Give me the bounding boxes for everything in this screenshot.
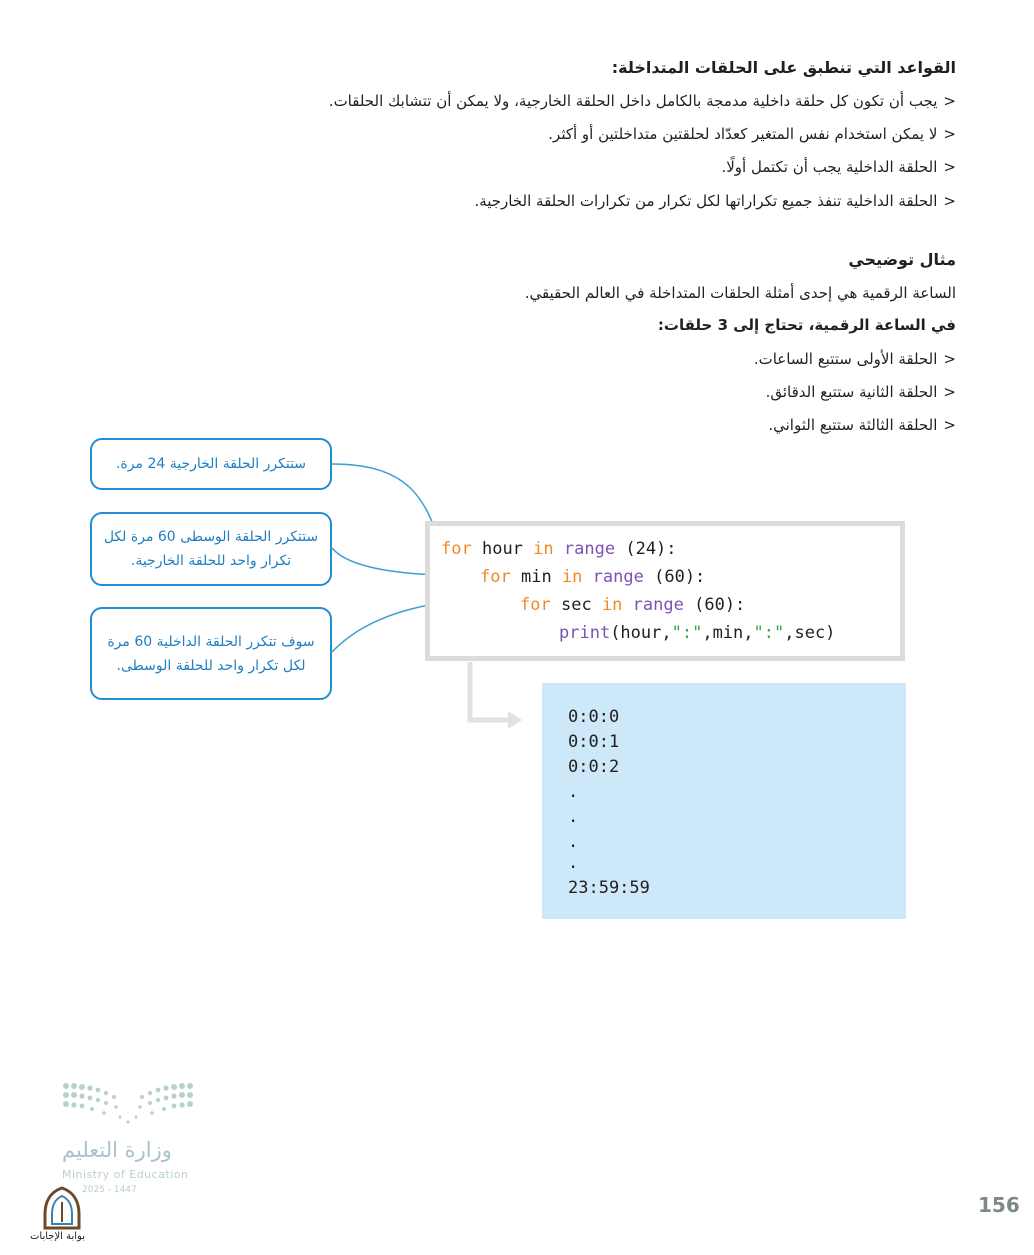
example-item: < الحلقة الأولى ستتبع الساعات. [754, 350, 956, 368]
example-intro: الساعة الرقمية هي إحدى أمثلة الحلقات المتداخلة في العالم الحقيقي. [524, 284, 956, 302]
output-line: . [568, 807, 579, 827]
output-line: 0:0:0 [568, 707, 620, 727]
rules-heading: القواعد التي تنطبق على الحلقات المتداخلة: [611, 58, 956, 77]
callout-inner-loop: سوف تتكرر الحلقة الداخلية 60 مرة لكل تكرار واحد للحلقة الوسطى. [90, 607, 332, 700]
example-item: < الحلقة الثالثة ستتبع الثواني. [768, 416, 956, 434]
connector-outer [332, 464, 440, 543]
output-line: . [568, 782, 579, 802]
output-arrow [470, 662, 512, 720]
rule-item: < الحلقة الداخلية يجب أن تكتمل أولًا. [721, 158, 956, 176]
badge-icon [42, 1186, 82, 1230]
ministry-logo-icon [60, 1080, 200, 1130]
code-line-4: print(hour,":",min,":",sec) [559, 623, 836, 643]
example-subheading: في الساعة الرقمية، تحتاج إلى 3 حلقات: [657, 316, 956, 334]
output-line: 0:0:1 [568, 732, 620, 752]
ministry-name-en: Ministry of Education [62, 1168, 189, 1181]
example-item: < الحلقة الثانية ستتبع الدقائق. [766, 383, 956, 401]
rule-item: < يجب أن تكون كل حلقة داخلية مدمجة بالكامل داخل الحلقة الخارجية، ولا يمكن أن تتشابك الحلقات. [329, 92, 956, 110]
code-line-3: for sec in range (60): [520, 595, 746, 615]
badge-label: بوابة الإجابات [30, 1231, 86, 1242]
output-line: . [568, 832, 579, 852]
code-line-2: for min in range (60): [480, 567, 706, 587]
code-line-1: for hour in range (24): [441, 539, 677, 559]
rule-item: < لا يمكن استخدام نفس المتغير كعدّاد لحلقتين متداخلتين أو أكثر. [548, 125, 956, 143]
callout-outer-loop: ستتكرر الحلقة الخارجية 24 مرة. [90, 438, 332, 490]
rule-item: < الحلقة الداخلية تنفذ جميع تكراراتها لكل تكرار من تكرارات الحلقة الخارجية. [474, 192, 956, 210]
example-heading: مثال توضيحي [848, 250, 956, 269]
ministry-year: 2025 - 1447 [82, 1185, 137, 1195]
output-line: 0:0:2 [568, 757, 620, 777]
output-line: . [568, 853, 579, 873]
output-line: 23:59:59 [568, 878, 650, 898]
callout-middle-loop: ستتكرر الحلقة الوسطى 60 مرة لكل تكرار واحد للحلقة الخارجية. [90, 512, 332, 586]
arrow-head-icon [508, 711, 522, 729]
ministry-name-ar: وزارة التعليم [62, 1138, 172, 1162]
page-number: 156 [978, 1193, 1020, 1217]
